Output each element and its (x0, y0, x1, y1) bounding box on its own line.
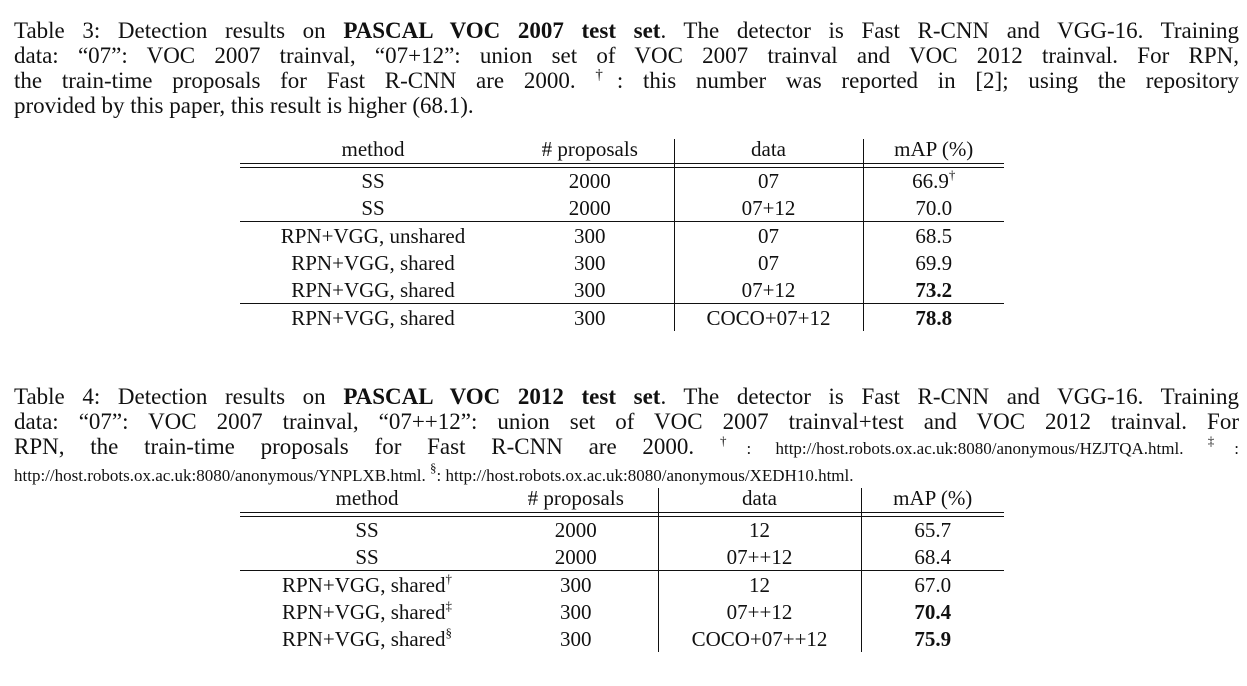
cell-proposals: 300 (506, 276, 674, 304)
header-map: mAP (%) (861, 488, 1004, 513)
double-dagger-mark: ‡ (445, 597, 452, 613)
dagger-mark: † (445, 570, 452, 586)
cell-method: RPN+VGG, shared§ (282, 624, 452, 651)
table-row (240, 304, 1004, 332)
table3-double-rule (240, 167, 1004, 168)
cell-data: 07+12 (674, 276, 863, 304)
cell-data: COCO+07++12 (658, 625, 861, 652)
cell-map: 70.4 (914, 599, 952, 624)
dagger-mark: † (719, 433, 747, 448)
cell-map: 65.7 (861, 513, 1004, 544)
table-row (240, 164, 1004, 195)
cell-data: 07 (674, 164, 863, 195)
cell-map: 66.9† (863, 164, 1004, 195)
cell-method: RPN+VGG, shared (291, 277, 455, 302)
table-row (240, 571, 1004, 599)
cell-proposals: 2000 (494, 513, 658, 544)
table4-caption-line3: RPN, the train-time proposals for Fast R-CNN are 2000. †: http://host.robots.ox.ac.uk:8080/anonymous/HZJTQA.html. ‡: (14, 433, 1240, 459)
cell-method: RPN+VGG, shared† (240, 571, 494, 599)
cell-map: 68.5 (863, 222, 1004, 250)
cell-map: 67.0 (861, 571, 1004, 599)
cell-data: 12 (658, 513, 861, 544)
cell-data: COCO+07+12 (674, 304, 863, 332)
cell-data: 07++12 (658, 543, 861, 571)
cell-data: 07++12 (658, 598, 861, 625)
section-mark: § (445, 624, 452, 640)
cell-data: 12 (658, 571, 861, 599)
cell-map: 73.2 (915, 277, 953, 302)
table4-caption-line1: Table 4: Detection results on PASCAL VOC 2012 test set. The detector is Fast R-CNN and VGG-16. Training (14, 384, 1239, 409)
section-mark: § (430, 460, 437, 475)
table3-caption-line2: data: “07”: VOC 2007 trainval, “07+12”: union set of VOC 2007 trainval and VOC 2012 trainval. For RPN, (14, 43, 1239, 68)
cell-method: RPN+VGG, shared (240, 304, 506, 332)
cell-method: RPN+VGG, unshared (240, 222, 506, 250)
cell-data: 07+12 (674, 194, 863, 222)
cell-map: 69.9 (915, 250, 953, 275)
header-proposals: # proposals (494, 488, 658, 513)
table4-header-row (240, 488, 1004, 513)
cell-proposals: 2000 (494, 543, 658, 571)
cell-data: 07 (674, 222, 863, 250)
cell-map: 70.0 (915, 195, 953, 220)
cell-data: 07 (674, 249, 863, 276)
header-proposals: # proposals (506, 139, 674, 164)
table-row (240, 625, 1004, 652)
header-map: mAP (%) (863, 139, 1004, 164)
table-row (240, 276, 1004, 304)
header-method: method (240, 488, 494, 513)
cell-map: 75.9 (914, 626, 952, 651)
table-row (240, 513, 1004, 544)
table4-caption (14, 384, 1239, 488)
header-data: data (658, 488, 861, 513)
table4-double-rule (240, 516, 1004, 517)
header-method: method (240, 139, 506, 164)
table4 (240, 488, 1004, 652)
table-row (240, 249, 1004, 276)
dagger-mark: † (595, 67, 617, 83)
table3-caption-line3: the train-time proposals for Fast R-CNN are 2000. †: this number was reported in [2]; using the repository (14, 67, 1239, 93)
table3-caption-line1: Table 3: Detection results on PASCAL VOC 2007 test set. The detector is Fast R-CNN and VGG-16. Training (14, 18, 1239, 43)
table4-caption-line2: data: “07”: VOC 2007 trainval, “07++12”: union set of VOC 2007 trainval+test and VOC 2012 trainval. For (14, 409, 1239, 434)
table-row (240, 598, 1004, 625)
cell-proposals: 300 (494, 571, 658, 599)
table-row (240, 194, 1004, 222)
cell-map: 68.4 (914, 544, 952, 569)
cell-method: SS (240, 513, 494, 544)
table3-caption (14, 18, 1239, 118)
dagger-mark: † (948, 166, 956, 182)
cell-method: RPN+VGG, shared (291, 250, 455, 275)
cell-map: 78.8 (863, 304, 1004, 332)
table3-caption-line4: provided by this paper, this result is higher (68.1). (14, 93, 474, 118)
cell-method: SS (355, 544, 379, 569)
table4-caption-line4: http://host.robots.ox.ac.uk:8080/anonymous/YNPLXB.html. §: http://host.robots.ox.ac.uk:8080/anonymous/XEDH10.html. (14, 460, 854, 485)
cell-method: SS (361, 195, 385, 220)
table-row (240, 222, 1004, 250)
cell-method: RPN+VGG, shared‡ (282, 597, 452, 624)
cell-method: SS (240, 164, 506, 195)
cell-proposals: 2000 (506, 194, 674, 222)
cell-proposals: 300 (494, 598, 658, 625)
double-dagger-mark: ‡ (1207, 433, 1235, 448)
header-data: data (674, 139, 863, 164)
cell-proposals: 300 (506, 249, 674, 276)
cell-proposals: 2000 (506, 164, 674, 195)
cell-proposals: 300 (506, 222, 674, 250)
table-row (240, 543, 1004, 571)
cell-proposals: 300 (494, 625, 658, 652)
cell-proposals: 300 (506, 304, 674, 332)
table3-header-row (240, 139, 1004, 164)
